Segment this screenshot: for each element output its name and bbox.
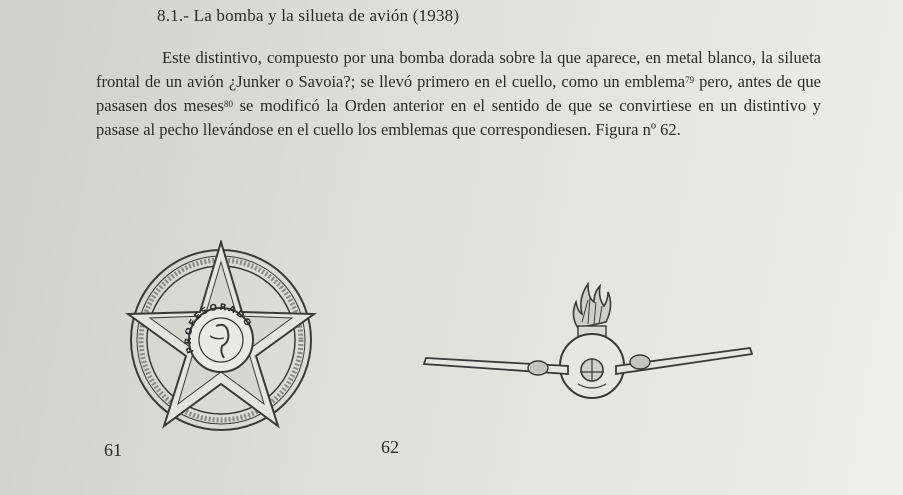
paragraph-text	[96, 46, 821, 142]
figure-62-caption: 62	[381, 437, 399, 457]
footnote-ref-80[interactable]: 80	[223, 99, 233, 109]
figure-61-star-badge	[118, 240, 328, 440]
paragraph-part-2: pero, antes de que pasasen dos meses	[96, 72, 821, 115]
body-paragraph	[96, 46, 821, 142]
figure-61-caption: 61	[104, 440, 122, 460]
badge-inscription: PROFESORADO	[183, 302, 254, 355]
paragraph-part-3: se modificó la Orden anterior en el sentido de que se convirtiese en un distintivo y pasase al pecho llevándose en el cuello los emblemas que correspondiesen. Figura nº 62.	[96, 96, 821, 139]
section-heading: 8.1.- La bomba y la silueta de avión (1938)	[157, 6, 460, 25]
footnote-ref-79[interactable]: 79	[685, 75, 695, 85]
figure-62-bomb-airplane	[418, 266, 758, 406]
paragraph-part-1: Este distintivo, compuesto por una bomba dorada sobre la que aparece, en metal blanco, la silueta frontal de un avión ¿Junker o Savoia?; se llevó primero en el cuello, como un emblema	[96, 48, 821, 91]
